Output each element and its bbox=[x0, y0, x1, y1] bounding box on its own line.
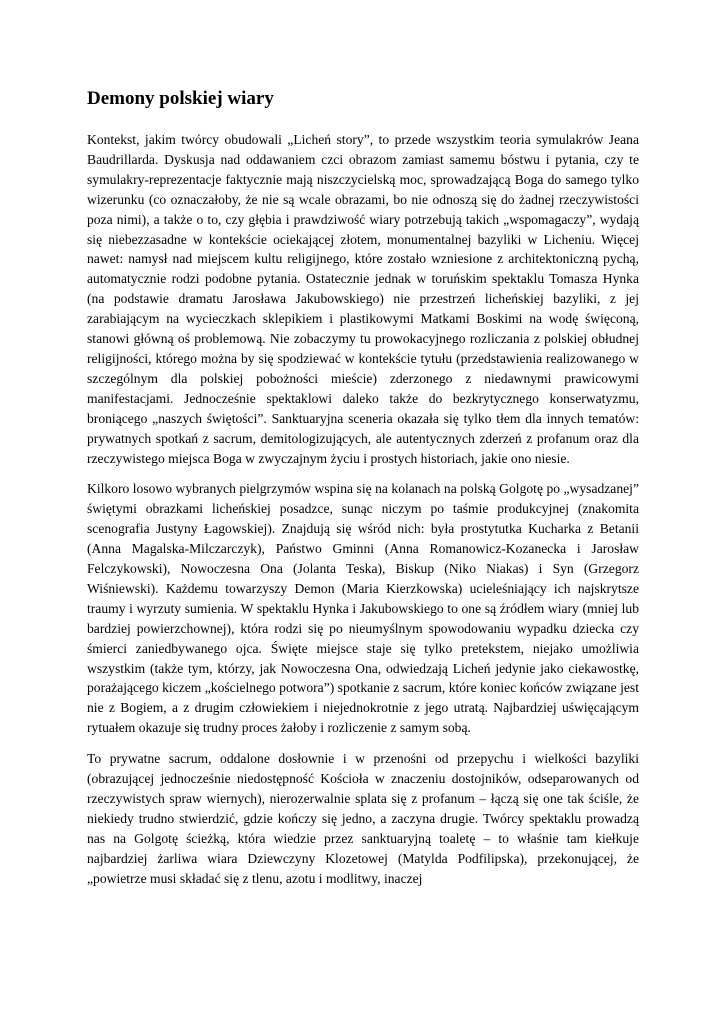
paragraph-3: To prywatne sacrum, oddalone dosłownie i w przenośni od przepychu i wielkości bazyliki (obrazującej jednocześnie niedostępność Kościoła w znaczeniu dostojników, odseparowanych od rzeczywistych spraw wiernych), nierozerwalnie splata się z profanum – łączą się one tak ściśle, że niekiedy trudno stwierdzić, gdzie kończy się jedno, a zaczyna drugie. Twórcy spektaklu prowadzą nas na Golgotę ścieżką, która wiedzie przez sanktuaryjną toaletę – to właśnie tam kiełkuje najbardziej żarliwa wiara Dziewczyny Klozetowej (Matylda Podfilipska), przekonującej, że „powietrze musi składać się z tlenu, azotu i modlitwy, inaczej bbox=[87, 751, 639, 886]
article-body bbox=[87, 130, 639, 889]
paragraph-2: Kilkoro losowo wybranych pielgrzymów wspina się na kolanach na polską Golgotę po „wysadzanej” świętymi obrazkami licheńskiej posadzce, sunąc niczym po taśmie produkcyjnej (znakomita scenografia Justyny Łagowskiej). Znajdują się wśród nich: była prostytutka Kucharka z Betanii (Anna Magalska-Milczarczyk), Państwo Gminni (Anna Romanowicz-Kozanecka i Jarosław Felczykowski), Nowoczesna Ona (Jolanta Teska), Biskup (Niko Niakas) i Syn (Grzegorz Wiśniewski). Każdemu towarzyszy Demon (Maria Kierzkowska) ucieleśniający ich najskrytsze traumy i wyrzuty sumienia. W spektaklu Hynka i Jakubowskiego to one są źródłem wiary (mniej lub bardziej powierzchownej), która rodzi się po nieumyślnym spowodowaniu wypadku dziecka czy śmierci zaniedbywanego ojca. Święte miejsce staje się tylko pretekstem, niejako umożliwia wszystkim (także tym, którzy, jak Nowoczesna Ona, odwiedzają Licheń jedynie jako ciekawostkę, porażającego kiczem „kościelnego potwora”) spotkanie z sacrum, które koniec końców związane jest nie z Bogiem, a z drugim człowiekiem i niejednokrotnie z jego utratą. Najbardziej uświęcającym rytuałem okazuje się trudny proces żałoby i rozliczenie z samym sobą. bbox=[87, 481, 639, 736]
document-title: Demony polskiej wiary bbox=[87, 88, 274, 109]
paragraph-1: Kontekst, jakim twórcy obudowali „Licheń story”, to przede wszystkim teoria symulakrów Jeana Baudrillarda. Dyskusja nad oddawaniem czci obrazom zamiast samemu bóstwu i pytania, czy te symulakry-reprezentacje faktycznie mają niszczycielską moc, sprowadzającą Boga do samego tylko wizerunku (co oznaczałoby, że nie są wcale obrazami, bo nie odnoszą się do żadnej rzeczywistości poza nimi), a także o to, czy głębia i prawdziwość wiary potrzebują takich „wspomagaczy”, wydają się niebezzasadne w kontekście ociekającej złotem, monumentalnej bazyliki w Licheniu. Więcej nawet: namysł nad miejscem kultu religijnego, które zostało wzniesione z architektoniczną pychą, automatycznie rodzi podobne pytania. Ostatecznie jednak w toruńskim spektaklu Tomasza Hynka (na podstawie dramatu Jarosława Jakubowskiego) nie przestrzeń licheńskiej bazyliki, z jej zarabiającym na wycieczkach sklepikiem i plastikowymi Matkami Boskimi na wodę święconą, stanowi główną oś problemową. Nie zobaczymy tu prowokacyjnego rozliczania z polskiej obłudnej religijności, którego można by się spodziewać w kontekście tytułu (przedstawienia realizowanego w szczególnym dla polskiej pobożności mieście) zderzonego z niedawnymi prawicowymi manifestacjami. Jednocześnie spektaklowi daleko także do bezkrytycznego konserwatyzmu, broniącego „naszych świętości”. Sanktuaryjna sceneria okazała się tylko tłem dla innych tematów: prywatnych spotkań z sacrum, demitologizujących, ale autentycznych zderzeń z profanum oraz dla rzeczywistego miejsca Boga w zwyczajnym życiu i prostych historiach, jakie ono niesie. bbox=[87, 132, 639, 466]
